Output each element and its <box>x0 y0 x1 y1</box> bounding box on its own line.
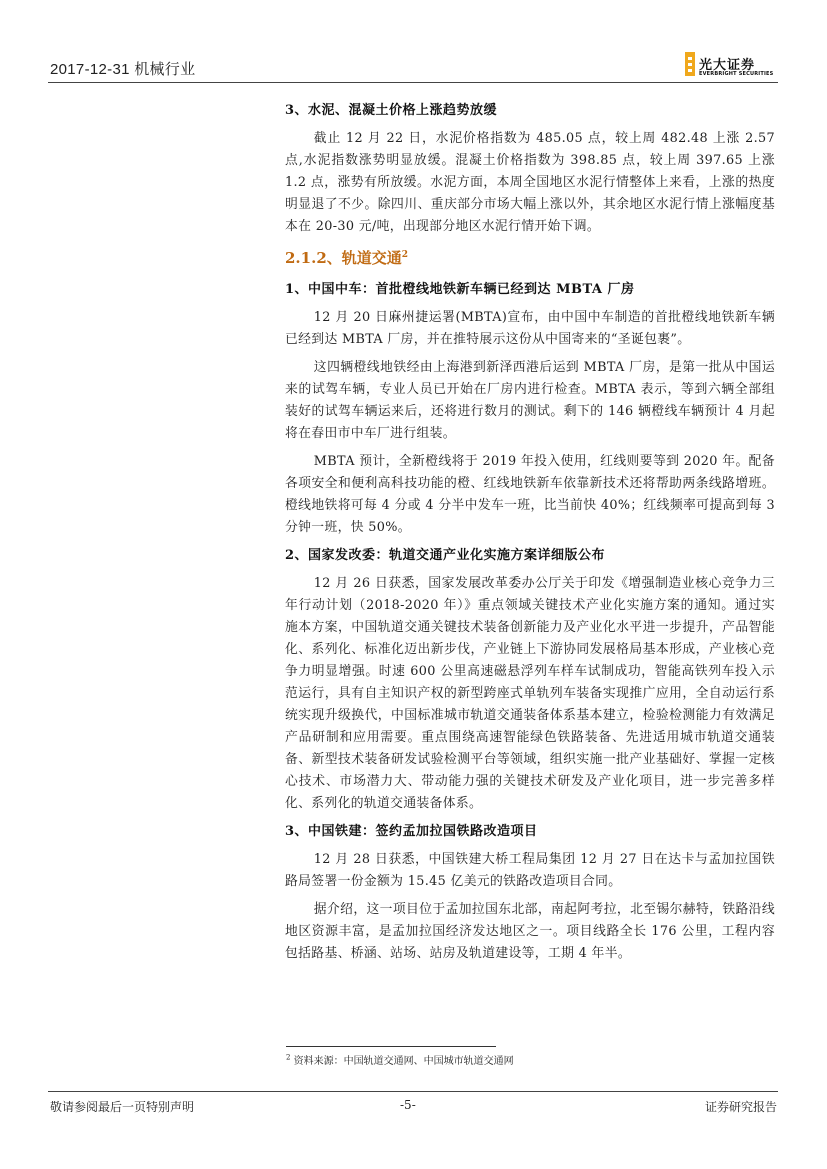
logo-name: 光大证券 <box>699 58 756 73</box>
footnote-divider <box>286 1046 496 1047</box>
logo-mark-icon <box>685 52 695 76</box>
paragraph: 这四辆橙线地铁经由上海港到新泽西港后运到 MBTA 厂房，是第一批从中国运来的试驾车辆，专业人员已开始在厂房内进行检查。MBTA 表示，等到六辆全部组装好的试驾车辆运来后，还将进行数月的测试。剩下的 146 辆橙线车辆预计 4 月起将在春田市中车厂进行组装。 <box>285 360 775 441</box>
paragraph: 12 月 28 日获悉，中国铁建大桥工程局集团 12 月 27 日在达卡与孟加拉国铁路局签署一份金额为 15.45 亿美元的铁路改造项目合同。 <box>285 852 775 889</box>
section-heading-rail-text: 2.1.2、轨道交通 <box>285 249 402 267</box>
footnote <box>286 1052 514 1067</box>
item-heading-ndrc: 2、国家发改委：轨道交通产业化实施方案详细版公布 <box>285 548 606 563</box>
item-heading-crrc: 1、中国中车：首批橙线地铁新车辆已经到达 MBTA 厂房 <box>285 282 635 297</box>
main-content <box>285 100 775 971</box>
header-divider <box>48 82 778 83</box>
paragraph: 12 月 26 日获悉，国家发展改革委办公厅关于印发《增强制造业核心竞争力三年行动计划（2018-2020 年）》重点领域关键技术产业化实施方案的通知。通过实施本方案，中国轨道交通关键技术装备创新能力及产业化水平进一步提升，产品智能化、系列化、标准化迈出新步伐，产业链上下游协同发展格局基本形成，产业核心竞争力明显增强。时速 600 公里高速磁悬浮列车样车试制成功，智能高铁列车投入示范运行，具有自主知识产权的新型跨座式单轨列车装备实现推广应用，全自动运行系统实现升级换代，中国标准城市轨道交通装备体系基本建立，检验检测能力有效满足产品研制和应用需要。重点围绕高速智能绿色铁路装备、先进适用城市轨道交通装备、新型技术装备研发试验检测平台等领域，组织实施一批产业基础好、掌握一定核心技术、市场潜力大、带动能力强的关键技术研发及产业化项目，进一步完善多样化、系列化的轨道交通装备体系。 <box>285 576 775 811</box>
footnote-number: 2 <box>286 1053 291 1062</box>
footer-disclaimer: 敬请参阅最后一页特别声明 <box>50 1100 195 1114</box>
paragraph: 12 月 20 日麻州捷运署(MBTA)宣布，由中国中车制造的首批橙线地铁新车辆已经到达 MBTA 厂房，并在推特展示这份从中国寄来的“圣诞包裹”。 <box>285 310 775 347</box>
footnote-reference[interactable]: 2 <box>401 250 409 260</box>
footer-divider <box>48 1091 778 1092</box>
section-heading-cement: 3、水泥、混凝土价格上涨趋势放缓 <box>285 103 498 118</box>
paragraph: MBTA 预计，全新橙线将于 2019 年投入使用，红线则要等到 2020 年。配备各项安全和便利高科技功能的橙、红线地铁新车依靠新技术还将帮助两条线路增班。橙线地铁将可每 4 分或 4 分半中发车一班，比当前快 40%；红线频率可提高到每 3 分钟一班，快 50%。 <box>285 454 775 535</box>
page-number: -5- <box>400 1098 416 1112</box>
section-heading-rail <box>285 244 775 269</box>
logo-english-name: EVERBRIGHT SECURITIES <box>699 71 774 77</box>
footnote-text: 资料来源：中国轨道交通网、中国城市轨道交通网 <box>293 1056 514 1067</box>
everbright-logo <box>685 52 785 82</box>
paragraph: 截止 12 月 22 日，水泥价格指数为 485.05 点，较上周 482.48 上涨 2.57 点,水泥指数涨势明显放缓。混凝土价格指数为 398.85 点，较上周 397.65 上涨 1.2 点，涨势有所放缓。水泥方面，本周全国地区水泥行情整体上来看，上涨的热度明显退了不少。除四川、重庆部分市场大幅上涨以外，其余地区水泥行情上涨幅度基本在 20-30 元/吨，出现部分地区水泥行情开始下调。 <box>285 131 775 234</box>
footer-report-type: 证券研究报告 <box>704 1100 777 1114</box>
item-heading-crcc: 3、中国铁建：签约孟加拉国铁路改造项目 <box>285 824 538 839</box>
report-date-industry: 2017-12-31 机械行业 <box>50 61 196 78</box>
paragraph: 据介绍，这一项目位于孟加拉国东北部，南起阿考拉，北至锡尔赫特，铁路沿线地区资源丰富，是孟加拉国经济发达地区之一。项目线路全长 176 公里，工程内容包括路基、桥涵、站场、站房及轨道建设等，工期 4 年半。 <box>285 902 775 961</box>
